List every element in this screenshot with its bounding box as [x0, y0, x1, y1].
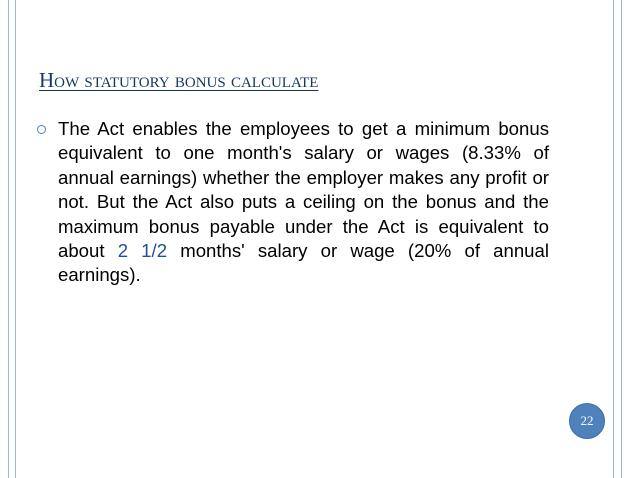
- bullet-text-highlight: 2 1/2: [117, 240, 168, 262]
- bullet-text-part-1: The Act enables the employees to get a minimum bonus equivalent to one month's salary or wages (8.33% of annual earnings) whether the employer makes any profit or not. But the Act also puts a ceiling on the bonus and the maximum bonus payable under the Act is equivalent to about: [58, 118, 549, 262]
- page-number-badge: [569, 403, 605, 439]
- slide-title: How statutory bonus calculate: [39, 68, 319, 92]
- bullet-text: [58, 117, 549, 288]
- hollow-circle-bullet-icon: [37, 125, 46, 134]
- page-number: 22: [580, 413, 594, 428]
- right-border-decoration: [613, 0, 622, 478]
- bullet-text-part-2: months' salary or wage (20% of annual earnings).: [58, 240, 549, 286]
- left-border-decoration: [8, 0, 16, 478]
